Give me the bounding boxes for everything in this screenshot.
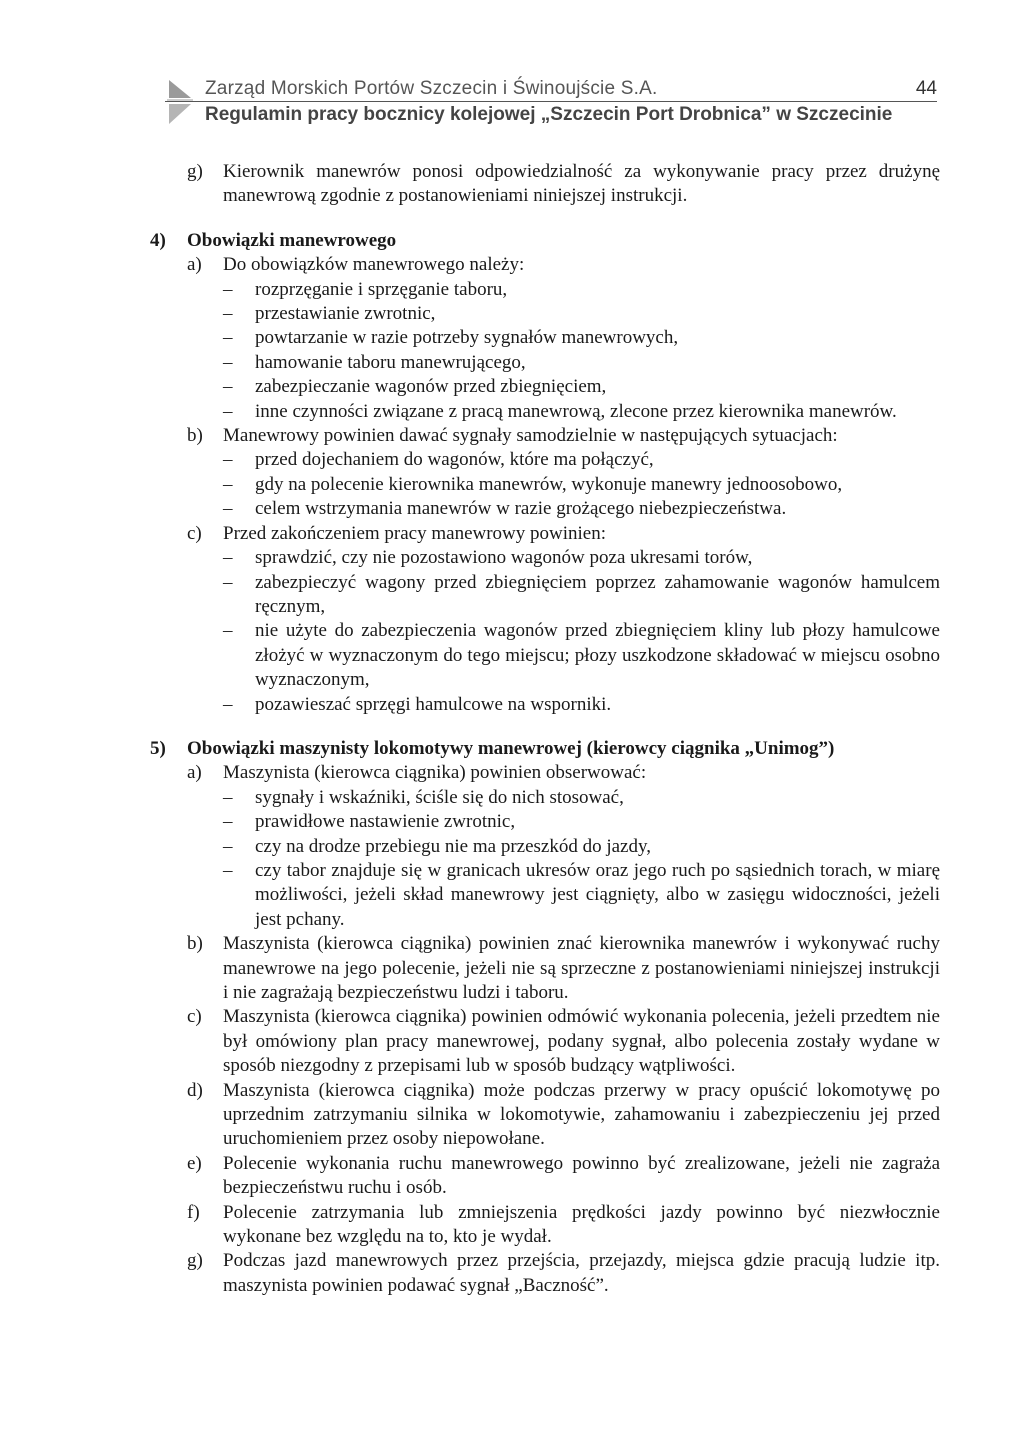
bullet-dash: – bbox=[223, 498, 233, 520]
bullet-item bbox=[150, 786, 940, 810]
list-item-text: Do obowiązków manewrowego należy: bbox=[223, 254, 525, 276]
list-item-text: Maszynista (kierowca ciągnika) może podczas przerwy w pracy opuścić lokomotywę po uprzednim zatrzymaniu silnika w lokomotywie, zahamowaniu i zabezpieczeniu jej przed uruchomieniem przez osoby niepowołane. bbox=[223, 1079, 940, 1150]
section-5-heading bbox=[150, 737, 940, 761]
bullet-text: czy tabor znajduje się w granicach ukresów oraz jego ruch po sąsiednich torach, w miarę możliwości, jeżeli skład manewrowy jest ciągnięty, albo w zasięgu widoczności, jeżeli jest pchany. bbox=[255, 859, 940, 930]
bullet-text: zabezpieczyć wagony przed zbiegnięciem poprzez zahamowanie wagonów hamulcem ręcznym, bbox=[255, 571, 940, 617]
section-5a bbox=[150, 761, 940, 785]
bullet-dash: – bbox=[223, 400, 233, 422]
page-number: 44 bbox=[915, 78, 937, 99]
bullet-dash: – bbox=[223, 859, 233, 881]
list-marker: b) bbox=[187, 933, 203, 955]
bullet-text: nie użyte do zabezpieczenia wagonów przed zbiegnięciem kliny lub płozy hamulcowe złożyć w wyznaczonym do tego miejscu; płozy uszkodzone składować w miejscu osobno wyznaczonym, bbox=[255, 620, 940, 691]
list-marker: g) bbox=[187, 1250, 203, 1272]
bullet-item bbox=[150, 302, 940, 326]
bullet-dash: – bbox=[223, 376, 233, 398]
list-item-text: Podczas jazd manewrowych przez przejścia, przejazdy, miejsca gdzie pracują ludzie itp. maszynista powinien podawać sygnał „Baczność”. bbox=[223, 1250, 940, 1296]
bullet-dash: – bbox=[223, 693, 233, 715]
bullet-text: przed dojechaniem do wagonów, które ma połączyć, bbox=[255, 449, 654, 471]
bullet-text: powtarzanie w razie potrzeby sygnałów manewrowych, bbox=[255, 327, 679, 349]
list-item-text: Przed zakończeniem pracy manewrowy powinien: bbox=[223, 522, 607, 544]
list-marker: a) bbox=[187, 762, 202, 784]
section-5b bbox=[150, 932, 940, 1005]
section-5g bbox=[150, 1249, 940, 1298]
bullet-item bbox=[150, 326, 940, 350]
section-4b bbox=[150, 424, 940, 448]
header-company-name: Zarząd Morskich Portów Szczecin i Świnoujście S.A. bbox=[205, 78, 658, 99]
bullet-item bbox=[150, 810, 940, 834]
bullet-item bbox=[150, 278, 940, 302]
list-marker: c) bbox=[187, 522, 202, 544]
list-marker: a) bbox=[187, 254, 202, 276]
bullet-item bbox=[150, 835, 940, 859]
bullet-dash: – bbox=[223, 449, 233, 471]
section-5f bbox=[150, 1201, 940, 1250]
list-item-text: Polecenie zatrzymania lub zmniejszenia prędkości jazdy powinno być niezwłocznie wykonane bez względu na to, kto je wydał. bbox=[223, 1201, 940, 1248]
bullet-dash: – bbox=[223, 351, 233, 373]
section-5c bbox=[150, 1005, 940, 1078]
section-5d bbox=[150, 1079, 940, 1152]
section-4a bbox=[150, 253, 940, 277]
bullet-dash: – bbox=[223, 571, 233, 593]
list-item-text: Manewrowy powinien dawać sygnały samodzielnie w następujących sytuacjach: bbox=[223, 425, 838, 447]
list-marker: b) bbox=[187, 425, 203, 447]
list-item-text: Maszynista (kierowca ciągnika) powinien znać kierownika manewrów i wykonywać ruchy manewrowe na jego polecenie, jeżeli nie są sprzeczne z postanowieniami niniejszej instrukcji i nie zagrażają bezpieczeństwu ludzi i taboru. bbox=[223, 933, 940, 1003]
bullet-item bbox=[150, 571, 940, 620]
bullet-dash: – bbox=[223, 811, 233, 833]
bullet-item bbox=[150, 375, 940, 399]
intro-text: Kierownik manewrów ponosi odpowiedzialność za wykonywanie pracy przez drużynę manewrową zgodnie z postanowieniami niniejszej instrukcji. bbox=[223, 161, 940, 207]
bullet-dash: – bbox=[223, 835, 233, 857]
bullet-text: inne czynności związane z pracą manewrową, zlecone przez kierownika manewrów. bbox=[255, 400, 897, 422]
bullet-dash: – bbox=[223, 786, 233, 808]
bullet-text: celem wstrzymania manewrów w razie grożącego niebezpieczeństwa. bbox=[255, 498, 787, 520]
intro-item-g bbox=[150, 160, 940, 209]
bullet-text: czy na drodze przebiegu nie ma przeszkód do jazdy, bbox=[255, 835, 652, 857]
bullet-text: prawidłowe nastawienie zwrotnic, bbox=[255, 811, 516, 833]
bullet-text: zabezpieczanie wagonów przed zbiegnięciem, bbox=[255, 376, 607, 398]
section-title: Obowiązki manewrowego bbox=[187, 229, 397, 251]
bullet-dash: – bbox=[223, 327, 233, 349]
bullet-text: pozawieszać sprzęgi hamulcowe na wsporniki. bbox=[255, 693, 612, 715]
bullet-dash: – bbox=[223, 473, 233, 495]
section-4c bbox=[150, 522, 940, 546]
list-marker: e) bbox=[187, 1152, 202, 1174]
header-rule bbox=[165, 101, 937, 102]
bullet-item bbox=[150, 693, 940, 717]
section-5e bbox=[150, 1152, 940, 1201]
bullet-item bbox=[150, 400, 940, 424]
list-marker: d) bbox=[187, 1079, 203, 1101]
bullet-dash: – bbox=[223, 303, 233, 325]
bullet-text: sygnały i wskaźniki, ściśle się do nich stosować, bbox=[255, 786, 624, 808]
bullet-item bbox=[150, 473, 940, 497]
list-item-text: Polecenie wykonania ruchu manewrowego powinno być zrealizowane, jeżeli nie zagraża bezpieczeństwu ruchu i osób. bbox=[223, 1152, 940, 1199]
bullet-item bbox=[150, 351, 940, 375]
list-marker: f) bbox=[187, 1201, 200, 1223]
bullet-text: przestawianie zwrotnic, bbox=[255, 303, 436, 325]
bullet-text: sprawdzić, czy nie pozostawiono wagonów poza ukresami torów, bbox=[255, 547, 753, 569]
bullet-text: gdy na polecenie kierownika manewrów, wykonuje manewry jednoosobowo, bbox=[255, 473, 843, 495]
bullet-item bbox=[150, 448, 940, 472]
bullet-item bbox=[150, 546, 940, 570]
bullet-text: hamowanie taboru manewrującego, bbox=[255, 351, 526, 373]
bullet-item bbox=[150, 859, 940, 932]
bullet-dash: – bbox=[223, 278, 233, 300]
list-item-text: Maszynista (kierowca ciągnika) powinien obserwować: bbox=[223, 762, 647, 784]
section-title: Obowiązki maszynisty lokomotywy manewrowej (kierowcy ciągnika „Unimog”) bbox=[187, 737, 835, 759]
bullet-text: rozprzęganie i sprzęganie taboru, bbox=[255, 278, 508, 300]
section-number: 5) bbox=[150, 737, 166, 759]
section-number: 4) bbox=[150, 229, 166, 251]
section-4-heading bbox=[150, 229, 940, 253]
bullet-item bbox=[150, 619, 940, 692]
bullet-dash: – bbox=[223, 547, 233, 569]
bullet-dash: – bbox=[223, 620, 233, 642]
header-document-title: Regulamin pracy bocznicy kolejowej „Szczecin Port Drobnica” w Szczecinie bbox=[205, 104, 893, 125]
list-marker: g) bbox=[187, 161, 203, 182]
list-marker: c) bbox=[187, 1006, 202, 1028]
document-body bbox=[150, 160, 940, 1298]
list-item-text: Maszynista (kierowca ciągnika) powinien odmówić wykonania polecenia, jeżeli przedtem nie był omówiony plan pracy manewrowej, podany sygnał, albo polecenia zostały wydane w sposób niezgodny z przepisami lub w sposób budzący wątpliwości. bbox=[223, 1006, 940, 1077]
bullet-item bbox=[150, 497, 940, 521]
